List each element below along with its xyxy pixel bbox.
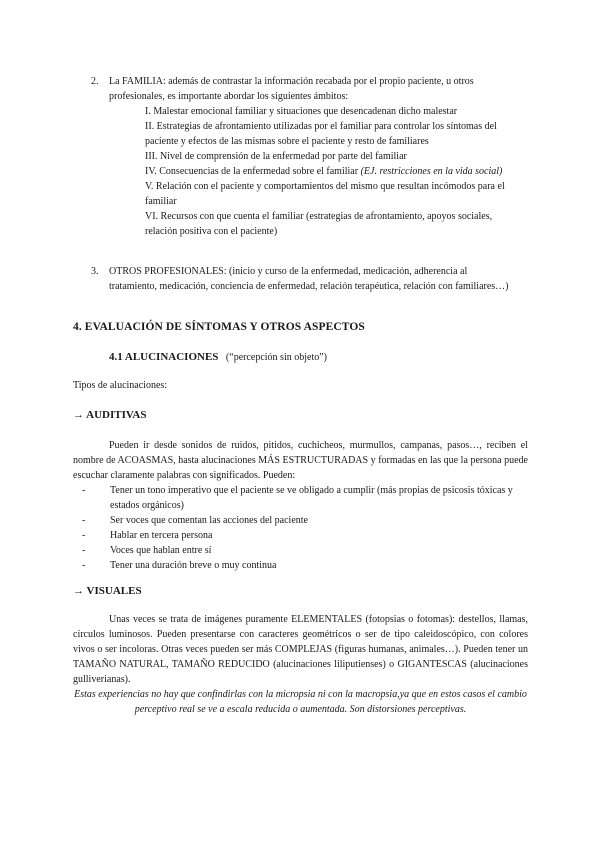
item2-point-1: I. Malestar emocional familiar y situaciones que desencadenan dicho malestar (145, 106, 458, 117)
section41-title: 4.1 ALUCINACIONES (109, 351, 219, 363)
section41-heading (109, 350, 509, 365)
item3-text: OTROS PROFESIONALES: (inicio y curso de la enfermedad, medicación, adherencia al tratamiento, medicación, conciencia de enfermedad, relación terapéutica, relación con familiares…) (109, 266, 509, 292)
auditivas-bullet-3: - Hablar en tercera persona (76, 528, 516, 543)
visuales-paragraph (73, 612, 528, 687)
auditivas-bullet-5: - Tener una duración breve o muy continua (76, 558, 516, 573)
section41-note: (“percepción sin objeto”) (225, 352, 327, 363)
visuales-note-text: Estas experiencias no hay que confindirlas con la micropsia ni con la macropsia,ya que en estos casos el cambio perceptivo real se ve a escala reducida o aumentada. Son distorsiones perceptivas. (74, 689, 527, 715)
auditivas-paragraph-text: Pueden ir desde sonidos de ruidos, pitidos, cuchicheos, murmullos, campanas, pasos…, reciben el nombre de ACOASMAS, hasta alucinaciones MÁS ESTRUCTURADAS y formadas en las que la persona puede escuchar claramente palabras con significados. Pueden: (73, 440, 528, 481)
item2-intro-text: La FAMILIA: además de contrastar la información recabada por el propio paciente, u otros profesionales, es importante abordar los siguientes ámbitos: (109, 76, 474, 102)
auditivas-bullet-4: - Voces que hablan entre sí (76, 543, 516, 558)
item2-point-3: III. Nivel de comprensión de la enfermedad por parte del familiar (145, 151, 407, 162)
item2-points (145, 104, 520, 239)
item2-number: 2. (91, 76, 99, 87)
item3-block (109, 264, 517, 294)
section4-heading: 4. EVALUACIÓN DE SÍNTOMAS Y OTROS ASPECTOS (73, 321, 365, 333)
item2-point-4-text: IV. Consecuencias de la enfermedad sobre el familiar (145, 166, 361, 177)
item3-number: 3. (91, 266, 99, 277)
types-intro: Tipos de alucinaciones: (73, 380, 168, 391)
item2-point-5: V. Relación con el paciente y comportamientos del mismo que resultan incómodos para el familiar (145, 181, 505, 207)
item2-point-4 (145, 164, 520, 179)
item2-point-4-note: (EJ. restricciones en la vida social) (360, 166, 503, 177)
auditivas-list (76, 483, 516, 573)
auditivas-bullet-2: - Ser voces que comentan las acciones del paciente (76, 513, 516, 528)
auditivas-bullet-1: - Tener un tono imperativo que el paciente se ve obligado a cumplir (más propias de psicosis tóxicas y estados orgánicos) (76, 483, 516, 513)
auditivas-heading: → AUDITIVAS (73, 409, 147, 421)
visuales-paragraph-text: Unas veces se trata de imágenes puramente ELEMENTALES (fotopsias o fotomas): destellos, llamas, círculos luminosos. Pueden presentarse con caracteres geométricos o ser de tipo caleidoscópico, con colores vivos o ser incoloras. Otras veces pueden ser más COMPLEJAS (figuras humanas, animales…). Pueden tener un TAMAÑO NATURAL, TAMAÑO REDUCIDO (alucinaciones liliputienses) o GIGANTESCAS (alucinaciones gulliverianas). (73, 614, 528, 685)
item2-point-2: II. Estrategias de afrontamiento utilizadas por el familiar para controlar los síntomas del paciente y efectos de las mismas sobre el paciente y resto de familiares (145, 121, 497, 147)
item2-intro (109, 74, 519, 104)
visuales-heading: → VISUALES (73, 585, 142, 597)
auditivas-paragraph (73, 438, 528, 483)
item2-point-6: VI. Recursos con que cuenta el familiar (estrategias de afrontamiento, apoyos sociales, relación positiva con el paciente) (145, 211, 493, 237)
visuales-note (73, 687, 528, 717)
